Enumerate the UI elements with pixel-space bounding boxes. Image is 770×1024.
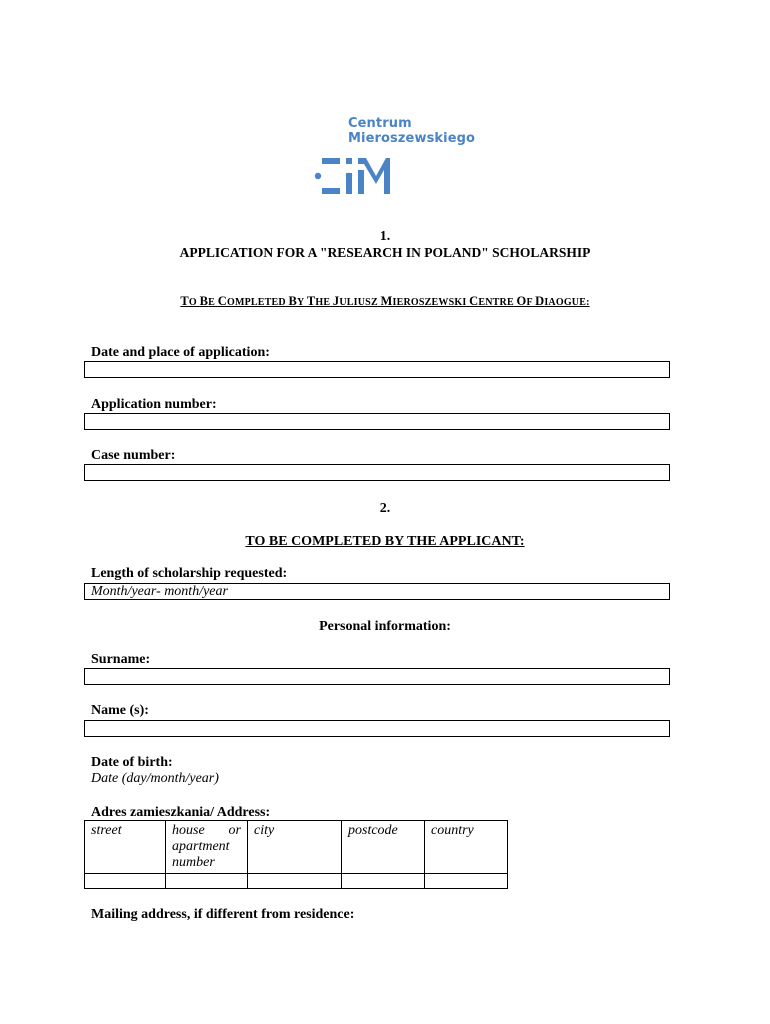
logo-line-2: Mieroszewskiego [348, 131, 476, 146]
date-of-birth-label: Date of birth: [91, 755, 173, 770]
address-col-street: street [85, 821, 166, 874]
surname-label: Surname: [91, 652, 151, 667]
subtitle-word: COMPLETED [217, 294, 286, 308]
section-2-title: TO BE COMPLETED BY THE APPLICANT: [245, 534, 525, 549]
section-2-number: 2. [379, 501, 391, 516]
address-col-postcode: postcode [342, 821, 425, 874]
address-street-input[interactable] [85, 874, 166, 889]
subtitle-word: CENTRE [469, 294, 514, 308]
address-header-row [85, 821, 508, 874]
subtitle-word: BY [288, 294, 305, 308]
section-1-subtitle [0, 294, 770, 309]
subtitle-word: THE [306, 294, 331, 308]
address-house-input[interactable] [166, 874, 248, 889]
subtitle-word: OF [516, 294, 533, 308]
date-place-label: Date and place of application: [91, 345, 270, 360]
surname-field[interactable] [84, 668, 670, 685]
subtitle-word: TO [180, 294, 197, 308]
organization-logo-text [348, 116, 475, 146]
address-table [84, 820, 508, 889]
logo-line-1: Centrum [348, 116, 412, 131]
name-label: Name (s): [91, 703, 149, 718]
date-of-birth-hint: Date (day/month/year) [91, 771, 219, 786]
personal-information-heading: Personal information: [319, 619, 451, 634]
address-label: Adres zamieszkania/ Address: [91, 805, 271, 820]
subtitle-word: JULIUSZ [332, 294, 378, 308]
subtitle-word: BE [199, 294, 216, 308]
mailing-address-label: Mailing address, if different from residence: [91, 907, 355, 922]
scholarship-length-field[interactable]: Month/year- month/year [84, 583, 670, 600]
case-number-field[interactable] [84, 464, 670, 481]
scholarship-length-label: Length of scholarship requested: [91, 566, 288, 581]
address-col-country: country [425, 821, 508, 874]
section-1-number: 1. [379, 229, 391, 244]
subtitle-word: DIAOGUE: [535, 294, 590, 308]
address-col-house: house or apartment number [166, 821, 248, 874]
application-number-field[interactable] [84, 413, 670, 430]
address-input-row [85, 874, 508, 889]
date-place-field[interactable] [84, 361, 670, 378]
address-city-input[interactable] [248, 874, 342, 889]
cm-logo-icon [314, 158, 394, 201]
address-postcode-input[interactable] [342, 874, 425, 889]
application-number-label: Application number: [91, 397, 217, 412]
case-number-label: Case number: [91, 448, 176, 463]
name-field[interactable] [84, 720, 670, 737]
subtitle-word: MIEROSZEWSKI [380, 294, 467, 308]
address-country-input[interactable] [425, 874, 508, 889]
address-col-city: city [248, 821, 342, 874]
section-1-title: APPLICATION FOR A "RESEARCH IN POLAND" SCHOLARSHIP [179, 245, 591, 260]
